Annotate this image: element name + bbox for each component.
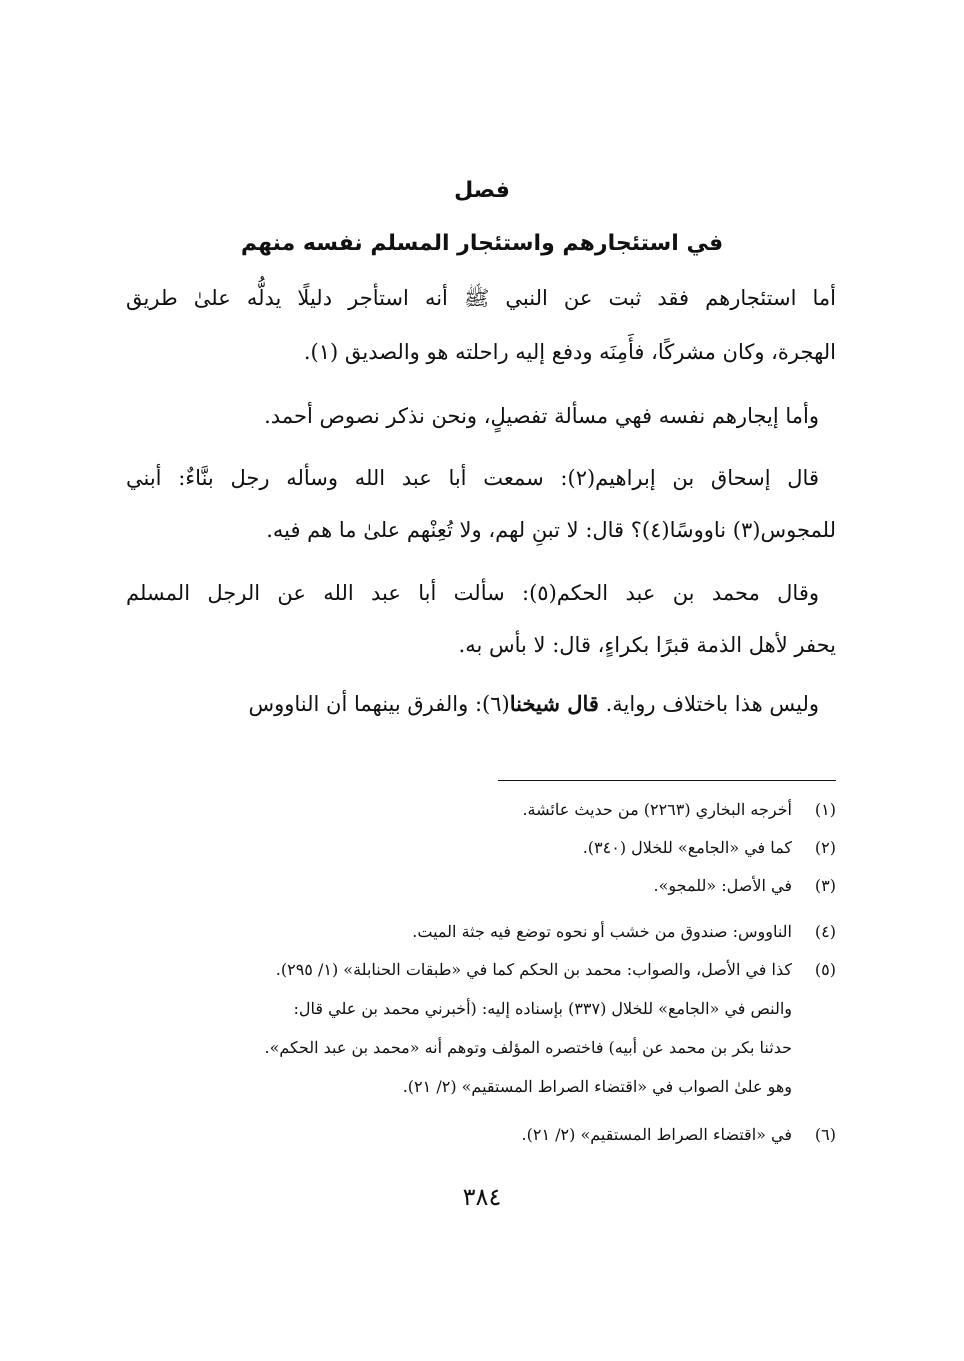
- body-line-8: [126, 688, 819, 720]
- section-title: فصل: [454, 178, 510, 203]
- body-line-4: قال إسحاق بن إبراهيم(٢): سمعت أبا عبد الله وسأله رجل بنَّاءٌ: أبني: [126, 466, 819, 490]
- body-line-5: للمجوس(٣) ناووسًا(٤)؟ قال: لا تبنِ لهم، ولا تُعِنْهم علىٰ ما هم فيه.: [266, 518, 836, 542]
- footnote-6: [126, 1122, 836, 1148]
- footnote-5-line-4: وهو علىٰ الصواب في «اقتضاء الصراط المستقيم» (٢/ ٢١).: [402, 1077, 792, 1096]
- footnote-4: [126, 919, 836, 945]
- footnote-number: (٦): [814, 1125, 836, 1144]
- section-subtitle: في استئجارهم واستئجار المسلم نفسه منهم: [240, 231, 724, 256]
- footnote-2: [126, 835, 836, 861]
- footnote-separator: [498, 780, 836, 781]
- footnote-text: في «اقتضاء الصراط المستقيم» (٢/ ٢١).: [521, 1125, 792, 1144]
- footnote-text: في الأصل: «للمجو».: [653, 876, 792, 895]
- page-number: ٣٨٤: [462, 1183, 502, 1211]
- footnote-number: (٣): [814, 876, 836, 895]
- body-line-3: وأما إيجارهم نفسه فهي مسألة تفصيلٍ، ونحن نذكر نصوص أحمد.: [264, 404, 819, 428]
- footnote-text: كما في «الجامع» للخلال (٣٤٠).: [582, 838, 792, 857]
- footnote-5: [126, 957, 836, 983]
- last-line-bold: قال شيخنا: [509, 691, 599, 716]
- footnote-text: أخرجه البخاري (٢٢٦٣) من حديث عائشة.: [522, 800, 792, 819]
- footnote-5-line-2: والنص في «الجامع» للخلال (٣٣٧) بإسناده إليه: (أخبرني محمد بن علي قال:: [293, 999, 792, 1018]
- body-line-1: أما استئجارهم فقد ثبت عن النبي ﷺ أنه استأجر دليلًا يدلُّه علىٰ طريق: [126, 286, 836, 310]
- body-line-7: يحفر لأهل الذمة قبرًا بكراءٍ، قال: لا بأس به.: [458, 633, 836, 657]
- body-line-6: وقال محمد بن عبد الحكم(٥): سألت أبا عبد الله عن الرجل المسلم: [126, 581, 819, 605]
- footnote-number: (١): [814, 800, 836, 819]
- footnote-number: (٤): [814, 922, 836, 941]
- body-line-2: الهجرة، وكان مشركًا، فأَمِنَه ودفع إليه راحلته هو والصديق (١).: [303, 340, 836, 364]
- last-line-before: وليس هذا باختلاف رواية.: [605, 692, 819, 716]
- footnote-5-line-3: حدثنا بكر بن محمد عن أبيه) فاختصره المؤلف وتوهم أنه «محمد بن عبد الحكم».: [264, 1038, 792, 1057]
- footnote-number: (٢): [814, 838, 836, 857]
- footnote-1: [126, 797, 836, 823]
- footnote-text: الناووس: صندوق من خشب أو نحوه توضع فيه جثة الميت.: [412, 922, 792, 941]
- footnote-text: كذا في الأصل، والصواب: محمد بن الحكم كما في «طبقات الحنابلة» (١/ ٢٩٥).: [275, 960, 792, 979]
- footnote-number: (٥): [814, 960, 836, 979]
- last-line-after: (٦): والفرق بينهما أن الناووس: [248, 692, 510, 716]
- footnote-3: [126, 873, 836, 899]
